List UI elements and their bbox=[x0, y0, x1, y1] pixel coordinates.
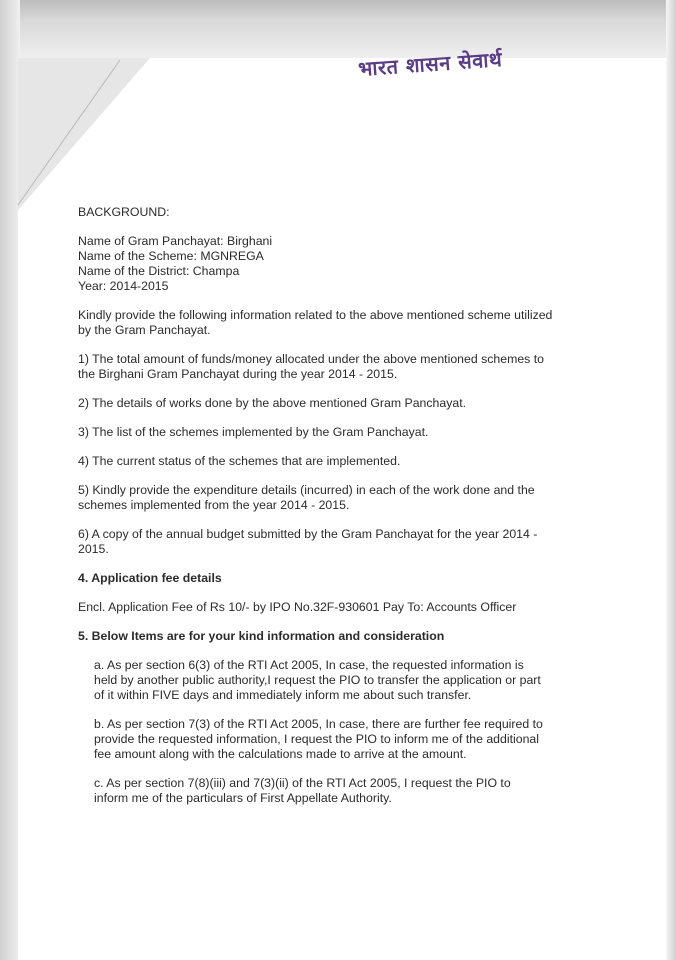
question-6 bbox=[78, 527, 578, 557]
question-4 bbox=[78, 454, 578, 469]
item-line: fee amount along with the calculations made to arrive at the amount. bbox=[94, 747, 467, 761]
application-fee-line: Encl. Application Fee of Rs 10/- by IPO No.32F-930601 Pay To: Accounts Officer bbox=[78, 600, 517, 614]
intro-line-2: by the Gram Panchayat. bbox=[78, 323, 211, 337]
year-line: Year: 2014-2015 bbox=[78, 279, 169, 293]
section-5-item-a bbox=[78, 658, 578, 703]
question-line: 2) The details of works done by the above mentioned Gram Panchayat. bbox=[78, 396, 467, 410]
district-line: Name of the District: Champa bbox=[78, 264, 240, 278]
question-line: 6) A copy of the annual budget submitted by the Gram Panchayat for the year 2014 - bbox=[78, 527, 538, 541]
question-line: the Birghani Gram Panchayat during the year 2014 - 2015. bbox=[78, 367, 398, 381]
scheme-line: Name of the Scheme: MGNREGA bbox=[78, 249, 264, 263]
hindi-stamp: भारत शासन सेवार्थ bbox=[357, 46, 503, 82]
item-line: a. As per section 6(3) of the RTI Act 2005, In case, the requested information is bbox=[94, 658, 524, 672]
item-line: c. As per section 7(8)(iii) and 7(3)(ii) of the RTI Act 2005, I request the PIO to bbox=[94, 776, 511, 790]
question-5 bbox=[78, 483, 578, 513]
item-line: held by another public authority,I request the PIO to transfer the application or part bbox=[94, 673, 541, 687]
question-line: 2015. bbox=[78, 542, 109, 556]
question-line: 4) The current status of the schemes that are implemented. bbox=[78, 454, 401, 468]
fold-shadow bbox=[18, 58, 150, 210]
question-line: 3) The list of the schemes implemented by the Gram Panchayat. bbox=[78, 425, 429, 439]
question-2 bbox=[78, 396, 578, 411]
gram-panchayat-line: Name of Gram Panchayat: Birghani bbox=[78, 234, 273, 248]
question-line: 1) The total amount of funds/money allocated under the above mentioned schemes to bbox=[78, 352, 544, 366]
section-5-heading: 5. Below Items are for your kind information and consideration bbox=[78, 629, 445, 643]
item-line: inform me of the particulars of First Appellate Authority. bbox=[94, 791, 392, 805]
background-heading: BACKGROUND: bbox=[78, 205, 170, 219]
item-line: b. As per section 7(3) of the RTI Act 2005, In case, there are further fee required to bbox=[94, 717, 543, 731]
item-line: of it within FIVE days and immediately inform me about such transfer. bbox=[94, 688, 472, 702]
section-5-item-b bbox=[78, 717, 578, 762]
question-3 bbox=[78, 425, 578, 440]
item-line: provide the requested information, I request the PIO to inform me of the additional bbox=[94, 732, 539, 746]
question-line: schemes implemented from the year 2014 - 2015. bbox=[78, 498, 350, 512]
question-line: 5) Kindly provide the expenditure details (incurred) in each of the work done and the bbox=[78, 483, 535, 497]
document-body bbox=[78, 205, 578, 806]
question-1 bbox=[78, 352, 578, 382]
section-5-item-c bbox=[78, 776, 578, 806]
section-4-heading: 4. Application fee details bbox=[78, 571, 222, 585]
intro-line-1: Kindly provide the following information related to the above mentioned scheme utilized bbox=[78, 308, 553, 322]
